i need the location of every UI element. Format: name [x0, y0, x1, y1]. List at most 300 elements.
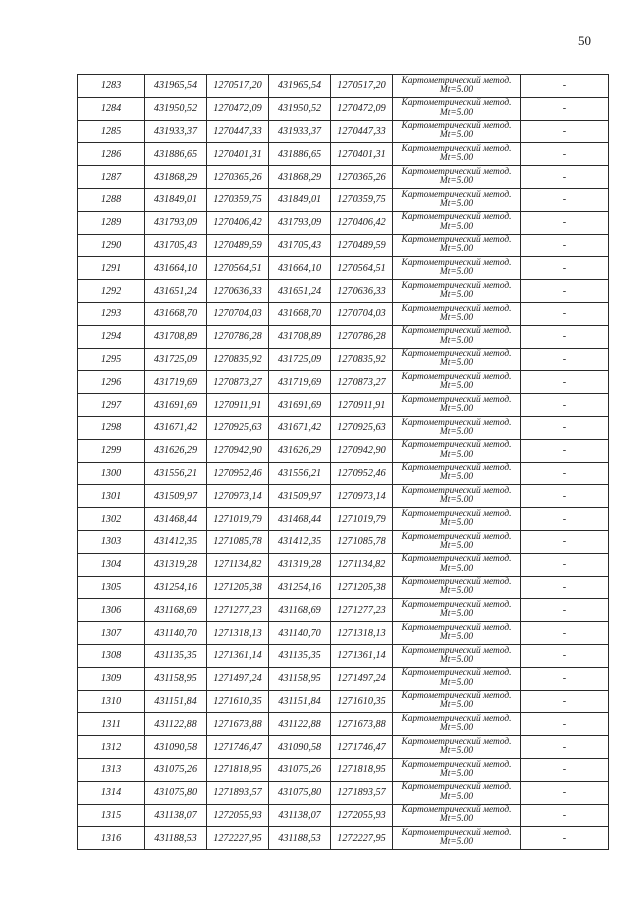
note-cell: -	[521, 713, 609, 736]
y-coordinate-cell: 1270636,33	[207, 280, 269, 303]
x-coordinate-cell: 431140,70	[145, 622, 207, 645]
method-cell	[393, 416, 521, 439]
method-name: Картометрический метод.	[401, 166, 512, 177]
y-coordinate-cell: 1271134,82	[207, 553, 269, 576]
y-coordinate-cell: 1270704,03	[331, 302, 393, 325]
method-accuracy: Mt=5.00	[439, 472, 474, 483]
note-cell: -	[521, 622, 609, 645]
method-cell	[393, 75, 521, 98]
method-accuracy: Mt=5.00	[439, 312, 474, 323]
note-cell: -	[521, 781, 609, 804]
y-coordinate-cell: 1270952,46	[331, 462, 393, 485]
x-coordinate-cell: 431122,88	[269, 713, 331, 736]
method-accuracy: Mt=5.00	[439, 153, 474, 164]
method-name: Картометрический метод.	[401, 645, 512, 656]
method-accuracy: Mt=5.00	[439, 449, 474, 460]
x-coordinate-cell: 431556,21	[269, 462, 331, 485]
method-accuracy: Mt=5.00	[439, 746, 474, 756]
point-number-cell: 1301	[78, 485, 145, 508]
point-number-cell: 1298	[78, 416, 145, 439]
method-accuracy: Mt=5.00	[439, 540, 474, 551]
method-accuracy: Mt=5.00	[439, 130, 474, 141]
y-coordinate-cell: 1271497,24	[331, 667, 393, 690]
x-coordinate-cell: 431188,53	[269, 827, 331, 850]
method-accuracy: Mt=5.00	[439, 267, 474, 278]
y-coordinate-cell: 1270401,31	[331, 143, 393, 166]
x-coordinate-cell: 431468,44	[145, 508, 207, 531]
note-cell: -	[521, 120, 609, 143]
method-name: Картометрический метод.	[401, 440, 512, 451]
method-name: Картометрический метод.	[401, 782, 512, 793]
method-accuracy: Mt=5.00	[439, 381, 474, 392]
y-coordinate-cell: 1270489,59	[207, 234, 269, 257]
point-number-cell: 1288	[78, 188, 145, 211]
table-row	[78, 302, 609, 325]
point-number-cell: 1311	[78, 713, 145, 736]
x-coordinate-cell: 431691,69	[269, 394, 331, 417]
point-number-cell: 1315	[78, 804, 145, 827]
table-row	[78, 713, 609, 736]
note-cell: -	[521, 576, 609, 599]
method-name: Картометрический метод.	[401, 508, 512, 519]
point-number-cell: 1299	[78, 439, 145, 462]
x-coordinate-cell: 431254,16	[145, 576, 207, 599]
table-row	[78, 75, 609, 98]
method-accuracy: Mt=5.00	[439, 107, 474, 118]
note-cell: -	[521, 257, 609, 280]
y-coordinate-cell: 1271893,57	[207, 781, 269, 804]
method-cell	[393, 576, 521, 599]
y-coordinate-cell: 1271673,88	[207, 713, 269, 736]
y-coordinate-cell: 1271746,47	[331, 736, 393, 759]
x-coordinate-cell: 431965,54	[269, 75, 331, 98]
y-coordinate-cell: 1270973,14	[331, 485, 393, 508]
method-cell	[393, 234, 521, 257]
y-coordinate-cell: 1271893,57	[331, 781, 393, 804]
method-cell	[393, 508, 521, 531]
x-coordinate-cell: 431090,58	[145, 736, 207, 759]
method-cell	[393, 644, 521, 667]
y-coordinate-cell: 1271205,38	[331, 576, 393, 599]
y-coordinate-cell: 1270406,42	[331, 211, 393, 234]
method-cell	[393, 622, 521, 645]
method-name: Картометрический метод.	[401, 463, 512, 474]
y-coordinate-cell: 1270942,90	[331, 439, 393, 462]
note-cell: -	[521, 143, 609, 166]
y-coordinate-cell: 1271610,35	[331, 690, 393, 713]
method-accuracy: Mt=5.00	[439, 176, 474, 187]
y-coordinate-cell: 1271818,95	[331, 758, 393, 781]
table-row	[78, 462, 609, 485]
method-name: Картометрический метод.	[401, 600, 512, 611]
note-cell: -	[521, 234, 609, 257]
point-number-cell: 1293	[78, 302, 145, 325]
table-row	[78, 667, 609, 690]
method-cell	[393, 736, 521, 759]
method-accuracy: Mt=5.00	[439, 495, 474, 506]
coordinates-table	[77, 74, 609, 850]
y-coordinate-cell: 1270925,63	[207, 416, 269, 439]
method-accuracy: Mt=5.00	[439, 563, 474, 574]
y-coordinate-cell: 1271205,38	[207, 576, 269, 599]
y-coordinate-cell: 1271019,79	[331, 508, 393, 531]
method-name: Картометрический метод.	[401, 303, 512, 314]
table-row	[78, 485, 609, 508]
x-coordinate-cell: 431075,80	[269, 781, 331, 804]
method-name: Картометрический метод.	[401, 554, 512, 565]
method-accuracy: Mt=5.00	[439, 768, 474, 779]
table-row	[78, 394, 609, 417]
y-coordinate-cell: 1271673,88	[331, 713, 393, 736]
method-accuracy: Mt=5.00	[439, 358, 474, 369]
point-number-cell: 1312	[78, 736, 145, 759]
method-accuracy: Mt=5.00	[439, 84, 474, 95]
y-coordinate-cell: 1271361,14	[331, 644, 393, 667]
y-coordinate-cell: 1270873,27	[207, 371, 269, 394]
note-cell: -	[521, 188, 609, 211]
method-accuracy: Mt=5.00	[439, 244, 474, 255]
method-name: Картометрический метод.	[401, 668, 512, 679]
x-coordinate-cell: 431868,29	[269, 166, 331, 189]
note-cell: -	[521, 508, 609, 531]
x-coordinate-cell: 431090,58	[269, 736, 331, 759]
method-name: Картометрический метод.	[401, 372, 512, 383]
method-name: Картометрический метод.	[401, 486, 512, 497]
x-coordinate-cell: 431705,43	[269, 234, 331, 257]
x-coordinate-cell: 431708,89	[269, 325, 331, 348]
method-cell	[393, 188, 521, 211]
x-coordinate-cell: 431075,80	[145, 781, 207, 804]
method-accuracy: Mt=5.00	[439, 404, 474, 415]
x-coordinate-cell: 431168,69	[269, 599, 331, 622]
method-accuracy: Mt=5.00	[439, 723, 474, 734]
x-coordinate-cell: 431135,35	[145, 644, 207, 667]
table-row	[78, 188, 609, 211]
method-accuracy: Mt=5.00	[439, 518, 474, 529]
table-row	[78, 325, 609, 348]
x-coordinate-cell: 431138,07	[145, 804, 207, 827]
point-number-cell: 1316	[78, 827, 145, 850]
y-coordinate-cell: 1271610,35	[207, 690, 269, 713]
x-coordinate-cell: 431509,97	[269, 485, 331, 508]
method-accuracy: Mt=5.00	[439, 632, 474, 643]
point-number-cell: 1305	[78, 576, 145, 599]
method-name: Картометрический метод.	[401, 121, 512, 132]
method-accuracy: Mt=5.00	[439, 814, 474, 825]
x-coordinate-cell: 431725,09	[145, 348, 207, 371]
y-coordinate-cell: 1272055,93	[331, 804, 393, 827]
x-coordinate-cell: 431626,29	[145, 439, 207, 462]
x-coordinate-cell: 431691,69	[145, 394, 207, 417]
table-row	[78, 120, 609, 143]
y-coordinate-cell: 1271277,23	[207, 599, 269, 622]
method-name: Картометрический метод.	[401, 280, 512, 291]
method-cell	[393, 371, 521, 394]
point-number-cell: 1292	[78, 280, 145, 303]
x-coordinate-cell: 431319,28	[269, 553, 331, 576]
method-name: Картометрический метод.	[401, 235, 512, 246]
x-coordinate-cell: 431671,42	[269, 416, 331, 439]
y-coordinate-cell: 1270873,27	[331, 371, 393, 394]
y-coordinate-cell: 1270447,33	[207, 120, 269, 143]
y-coordinate-cell: 1270925,63	[331, 416, 393, 439]
note-cell: -	[521, 644, 609, 667]
point-number-cell: 1286	[78, 143, 145, 166]
note-cell: -	[521, 462, 609, 485]
y-coordinate-cell: 1270786,28	[207, 325, 269, 348]
y-coordinate-cell: 1270365,26	[207, 166, 269, 189]
method-name: Картометрический метод.	[401, 417, 512, 428]
point-number-cell: 1313	[78, 758, 145, 781]
x-coordinate-cell: 431933,37	[145, 120, 207, 143]
method-name: Картометрический метод.	[401, 349, 512, 360]
method-accuracy: Mt=5.00	[439, 837, 474, 848]
point-number-cell: 1300	[78, 462, 145, 485]
y-coordinate-cell: 1270401,31	[207, 143, 269, 166]
table-row	[78, 97, 609, 120]
method-accuracy: Mt=5.00	[439, 791, 474, 802]
table-row	[78, 166, 609, 189]
note-cell: -	[521, 667, 609, 690]
method-cell	[393, 394, 521, 417]
note-cell: -	[521, 371, 609, 394]
point-number-cell: 1287	[78, 166, 145, 189]
x-coordinate-cell: 431135,35	[269, 644, 331, 667]
note-cell: -	[521, 439, 609, 462]
y-coordinate-cell: 1270704,03	[207, 302, 269, 325]
note-cell: -	[521, 804, 609, 827]
method-name: Картометрический метод.	[401, 805, 512, 816]
point-number-cell: 1304	[78, 553, 145, 576]
table-row	[78, 439, 609, 462]
y-coordinate-cell: 1271318,13	[207, 622, 269, 645]
y-coordinate-cell: 1270472,09	[331, 97, 393, 120]
method-accuracy: Mt=5.00	[439, 290, 474, 301]
note-cell: -	[521, 280, 609, 303]
method-cell	[393, 348, 521, 371]
table-body	[78, 75, 609, 850]
note-cell: -	[521, 530, 609, 553]
x-coordinate-cell: 431509,97	[145, 485, 207, 508]
method-cell	[393, 462, 521, 485]
y-coordinate-cell: 1270911,91	[207, 394, 269, 417]
method-cell	[393, 599, 521, 622]
method-name: Картометрический метод.	[401, 531, 512, 542]
method-name: Картометрический метод.	[401, 714, 512, 724]
table-row	[78, 576, 609, 599]
x-coordinate-cell: 431651,24	[145, 280, 207, 303]
x-coordinate-cell: 431151,84	[269, 690, 331, 713]
table-row	[78, 211, 609, 234]
y-coordinate-cell: 1270835,92	[207, 348, 269, 371]
note-cell: -	[521, 485, 609, 508]
method-cell	[393, 143, 521, 166]
y-coordinate-cell: 1272227,95	[207, 827, 269, 850]
table-row	[78, 348, 609, 371]
point-number-cell: 1302	[78, 508, 145, 531]
table-row	[78, 827, 609, 850]
point-number-cell: 1314	[78, 781, 145, 804]
x-coordinate-cell: 431950,52	[269, 97, 331, 120]
note-cell: -	[521, 166, 609, 189]
x-coordinate-cell: 431668,70	[145, 302, 207, 325]
x-coordinate-cell: 431849,01	[269, 188, 331, 211]
note-cell: -	[521, 211, 609, 234]
method-cell	[393, 690, 521, 713]
y-coordinate-cell: 1270517,20	[207, 75, 269, 98]
x-coordinate-cell: 431705,43	[145, 234, 207, 257]
method-cell	[393, 439, 521, 462]
table-row	[78, 371, 609, 394]
note-cell: -	[521, 348, 609, 371]
method-cell	[393, 758, 521, 781]
method-cell	[393, 713, 521, 736]
y-coordinate-cell: 1270942,90	[207, 439, 269, 462]
y-coordinate-cell: 1271318,13	[331, 622, 393, 645]
y-coordinate-cell: 1270472,09	[207, 97, 269, 120]
method-name: Картометрический метод.	[401, 577, 512, 588]
x-coordinate-cell: 431868,29	[145, 166, 207, 189]
method-name: Картометрический метод.	[401, 75, 512, 86]
method-cell	[393, 485, 521, 508]
method-cell	[393, 530, 521, 553]
y-coordinate-cell: 1270489,59	[331, 234, 393, 257]
x-coordinate-cell: 431719,69	[145, 371, 207, 394]
x-coordinate-cell: 431158,95	[269, 667, 331, 690]
y-coordinate-cell: 1270636,33	[331, 280, 393, 303]
method-name: Картометрический метод.	[401, 759, 512, 770]
note-cell: -	[521, 416, 609, 439]
note-cell: -	[521, 75, 609, 98]
x-coordinate-cell: 431664,10	[145, 257, 207, 280]
x-coordinate-cell: 431965,54	[145, 75, 207, 98]
y-coordinate-cell: 1271019,79	[207, 508, 269, 531]
x-coordinate-cell: 431168,69	[145, 599, 207, 622]
y-coordinate-cell: 1270447,33	[331, 120, 393, 143]
table-row	[78, 553, 609, 576]
x-coordinate-cell: 431158,95	[145, 667, 207, 690]
table-row	[78, 644, 609, 667]
x-coordinate-cell: 431886,65	[145, 143, 207, 166]
method-name: Картометрический метод.	[401, 98, 512, 109]
y-coordinate-cell: 1272227,95	[331, 827, 393, 850]
method-name: Картометрический метод.	[401, 212, 512, 223]
method-cell	[393, 667, 521, 690]
point-number-cell: 1284	[78, 97, 145, 120]
note-cell: -	[521, 758, 609, 781]
y-coordinate-cell: 1270517,20	[331, 75, 393, 98]
note-cell: -	[521, 394, 609, 417]
y-coordinate-cell: 1270365,26	[331, 166, 393, 189]
point-number-cell: 1296	[78, 371, 145, 394]
point-number-cell: 1289	[78, 211, 145, 234]
point-number-cell: 1285	[78, 120, 145, 143]
x-coordinate-cell: 431719,69	[269, 371, 331, 394]
point-number-cell: 1295	[78, 348, 145, 371]
y-coordinate-cell: 1271746,47	[207, 736, 269, 759]
point-number-cell: 1290	[78, 234, 145, 257]
method-cell	[393, 257, 521, 280]
method-cell	[393, 120, 521, 143]
x-coordinate-cell: 431412,35	[269, 530, 331, 553]
table-row	[78, 280, 609, 303]
table-row	[78, 758, 609, 781]
x-coordinate-cell: 431468,44	[269, 508, 331, 531]
x-coordinate-cell: 431151,84	[145, 690, 207, 713]
table-row	[78, 690, 609, 713]
point-number-cell: 1303	[78, 530, 145, 553]
y-coordinate-cell: 1271085,78	[331, 530, 393, 553]
method-accuracy: Mt=5.00	[439, 677, 474, 688]
y-coordinate-cell: 1271497,24	[207, 667, 269, 690]
y-coordinate-cell: 1270952,46	[207, 462, 269, 485]
point-number-cell: 1309	[78, 667, 145, 690]
x-coordinate-cell: 431188,53	[145, 827, 207, 850]
point-number-cell: 1283	[78, 75, 145, 98]
note-cell: -	[521, 736, 609, 759]
y-coordinate-cell: 1270973,14	[207, 485, 269, 508]
note-cell: -	[521, 690, 609, 713]
x-coordinate-cell: 431626,29	[269, 439, 331, 462]
method-name: Картометрический метод.	[401, 736, 512, 747]
method-name: Картометрический метод.	[401, 258, 512, 269]
table-row	[78, 234, 609, 257]
method-cell	[393, 166, 521, 189]
point-number-cell: 1310	[78, 690, 145, 713]
y-coordinate-cell: 1270406,42	[207, 211, 269, 234]
method-name: Картометрический метод.	[401, 691, 512, 702]
method-cell	[393, 280, 521, 303]
point-number-cell: 1306	[78, 599, 145, 622]
y-coordinate-cell: 1270835,92	[331, 348, 393, 371]
method-accuracy: Mt=5.00	[439, 700, 474, 711]
table-row	[78, 622, 609, 645]
x-coordinate-cell: 431708,89	[145, 325, 207, 348]
note-cell: -	[521, 599, 609, 622]
y-coordinate-cell: 1271085,78	[207, 530, 269, 553]
table-row	[78, 143, 609, 166]
x-coordinate-cell: 431668,70	[269, 302, 331, 325]
x-coordinate-cell: 431933,37	[269, 120, 331, 143]
method-cell	[393, 781, 521, 804]
x-coordinate-cell: 431671,42	[145, 416, 207, 439]
method-name: Картометрический метод.	[401, 189, 512, 200]
table-row	[78, 781, 609, 804]
x-coordinate-cell: 431664,10	[269, 257, 331, 280]
table-row	[78, 257, 609, 280]
method-cell	[393, 302, 521, 325]
x-coordinate-cell: 431793,09	[269, 211, 331, 234]
method-accuracy: Mt=5.00	[439, 198, 474, 209]
table-row	[78, 530, 609, 553]
table-row	[78, 416, 609, 439]
x-coordinate-cell: 431138,07	[269, 804, 331, 827]
y-coordinate-cell: 1271277,23	[331, 599, 393, 622]
y-coordinate-cell: 1270564,51	[207, 257, 269, 280]
method-cell	[393, 553, 521, 576]
point-number-cell: 1291	[78, 257, 145, 280]
y-coordinate-cell: 1270564,51	[331, 257, 393, 280]
method-cell	[393, 804, 521, 827]
x-coordinate-cell: 431075,26	[145, 758, 207, 781]
method-name: Картометрический метод.	[401, 394, 512, 405]
point-number-cell: 1308	[78, 644, 145, 667]
note-cell: -	[521, 97, 609, 120]
point-number-cell: 1294	[78, 325, 145, 348]
note-cell: -	[521, 553, 609, 576]
y-coordinate-cell: 1270911,91	[331, 394, 393, 417]
table-row	[78, 599, 609, 622]
